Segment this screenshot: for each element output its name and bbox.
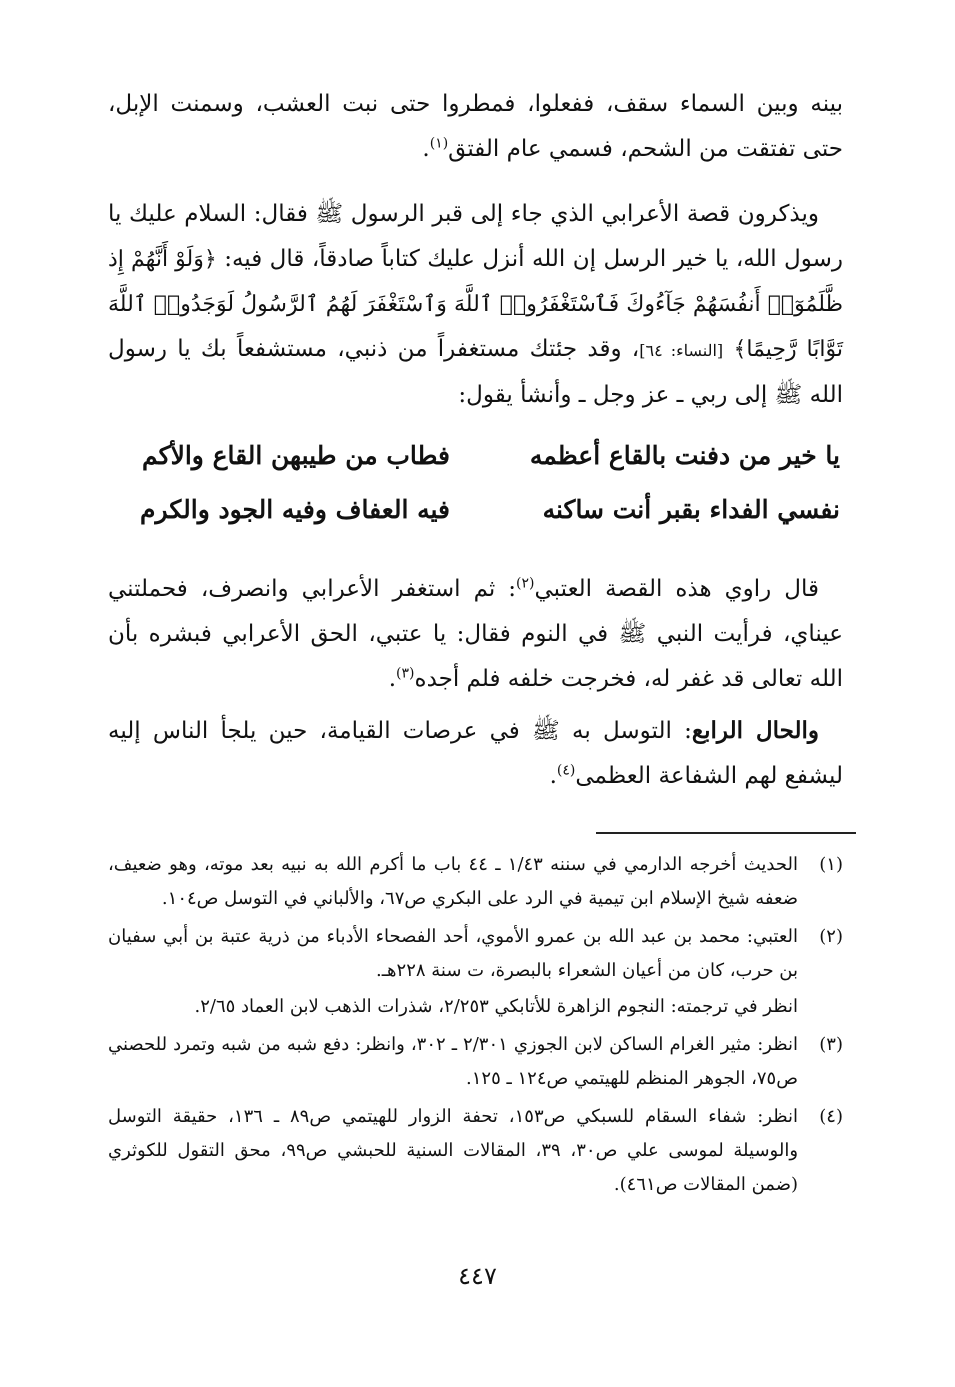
footnote-text: العتبي: محمد بن عبد الله بن عمرو الأموي، أحد الفصحاء الأدباء من ذرية عتبة بن أبي سفيان بن حرب، كان من أعيان الشعراء بالبصرة، ت سنة ٢٢٨هـ. — [108, 926, 798, 981]
footnote-text: الحديث أخرجه الدارمي في سننه ١/٤٣ ـ ٤٤ باب ما أكرم الله به نبيه بعد موته، وهو ضعيف، ضعفه شيخ الإسلام ابن تيمية في الرد على البكري ص٦٧، والألباني في التوسل ص١٠٤. — [108, 854, 798, 909]
footnote-ref-1: (١) — [429, 135, 449, 152]
quran-reference: [النساء: ٦٤] — [639, 341, 724, 360]
paragraph-3 — [108, 567, 843, 702]
footnote-text: انظر: مثير الغرام الساكن لابن الجوزي ٢/٣٠١ ـ ٣٠٢، وانظر: دفع شبه من شبه وتمرد للحصني ص٧٥، الجوهر المنظم للهيتمي ص١٢٤ ـ ١٢٥. — [108, 1034, 798, 1089]
paragraph-2 — [108, 192, 843, 418]
footnote-number: (١) — [819, 854, 843, 875]
poem-line-1 — [110, 441, 840, 495]
paragraph-3-end: . — [388, 666, 397, 692]
page-number: ٤٤٧ — [458, 1262, 497, 1290]
paragraph-2-text-a: ويذكرون قصة الأعرابي الذي جاء إلى قبر الرسول ﷺ فقال: السلام عليك يا رسول الله، يا خير الرسل إن الله أنزل عليك كتاباً صادقاً، قال فيه: — [108, 201, 844, 272]
footnote-separator — [596, 832, 856, 834]
quran-verse: ﴿وَلَوْ أَنَّهُمْ إِذ ظَّلَمُوٓا۟ أَنفُسَهُمْ جَآءُوكَ فَٱسْتَغْفَرُوا۟ ٱللَّهَ وَٱسْتَغْفَرَ لَهُمُ ٱلرَّسُولُ لَوَجَدُوا۟ ٱللَّهَ تَوَّابًا رَّحِيمًا﴾ — [108, 247, 843, 362]
paragraph-1-text: بينه وبين السماء سقف، ففعلوا، فمطروا حتى نبت العشب، وسمنت الإبل، حتى تفتقت من الشحم، فسمي عام الفتق — [108, 91, 843, 162]
footnotes — [108, 848, 843, 1206]
paragraph-1-end: . — [422, 136, 430, 162]
footnote-ref-4: (٤) — [556, 762, 576, 779]
footnote-3 — [108, 1028, 843, 1096]
poem-line-2-second-hemistich: فيه العفاف وفيه الجود والكرم — [140, 495, 450, 524]
paragraph-4-end: . — [549, 763, 557, 789]
footnote-text-extra: انظر في ترجمته: النجوم الزاهرة للأتابكي ٢/٢٥٣، شذرات الذهب لابن العماد ٢/٦٥. — [194, 996, 798, 1017]
footnote-number: (٢) — [819, 926, 843, 947]
paragraph-2-text-b: ، وقد جئتك مستغفراً من ذنبي، مستشفعاً بك يا رسول الله ﷺ إلى ربي ـ عز وجل ـ وأنشأ يقول: — [108, 336, 843, 408]
footnote-number: (٤) — [819, 1106, 843, 1127]
paragraph-4 — [108, 708, 843, 799]
footnote-ref-3: (٣) — [396, 665, 415, 682]
poem-line-1-second-hemistich: فطاب من طيبهن القاع والأكم — [142, 441, 450, 470]
paragraph-3-text-b: : ثم استغفر الأعرابي وانصرف، فحملتني عيناي، فرأيت النبي ﷺ في النوم فقال: يا عتبي، الحق الأعرابي فبشره بأن الله تعالى قد غفر له، فخرجت خلفه فلم أجده — [108, 576, 843, 692]
poem-line-1-first-hemistich: يا خير من دفنت بالقاع أعظمه — [529, 441, 840, 470]
paragraph-1 — [108, 82, 843, 172]
footnote-number: (٣) — [819, 1034, 843, 1055]
footnote-text: انظر: شفاء السقام للسبكي ص١٥٣، تحفة الزوار للهيتمي ص٨٩ ـ ١٣٦، حقيقة التوسل والوسيلة لموسى علي ص٣٠، ٣٩، المقالات السنية للحبشي ص٩٩، محق التقول للكوثري (ضمن المقالات ص٤٦١). — [108, 1106, 799, 1195]
footnote-4 — [108, 1100, 843, 1202]
poem-line-2-first-hemistich: نفسي الفداء بقبر أنت ساكنه — [542, 495, 840, 524]
footnote-ref-2: (٢) — [516, 575, 535, 592]
footnote-2 — [108, 920, 843, 1024]
paragraph-3-text-a: قال راوي هذه القصة العتبي — [534, 576, 819, 602]
footnote-1 — [108, 848, 843, 916]
paragraph-4-heading: والحال الرابع — [691, 717, 819, 744]
paragraph-4-text: : التوسل به ﷺ في عرصات القيامة، حين يلجأ الناس إليه ليشفع لهم الشفاعة العظمى — [108, 718, 843, 789]
poem-line-2 — [110, 495, 840, 549]
